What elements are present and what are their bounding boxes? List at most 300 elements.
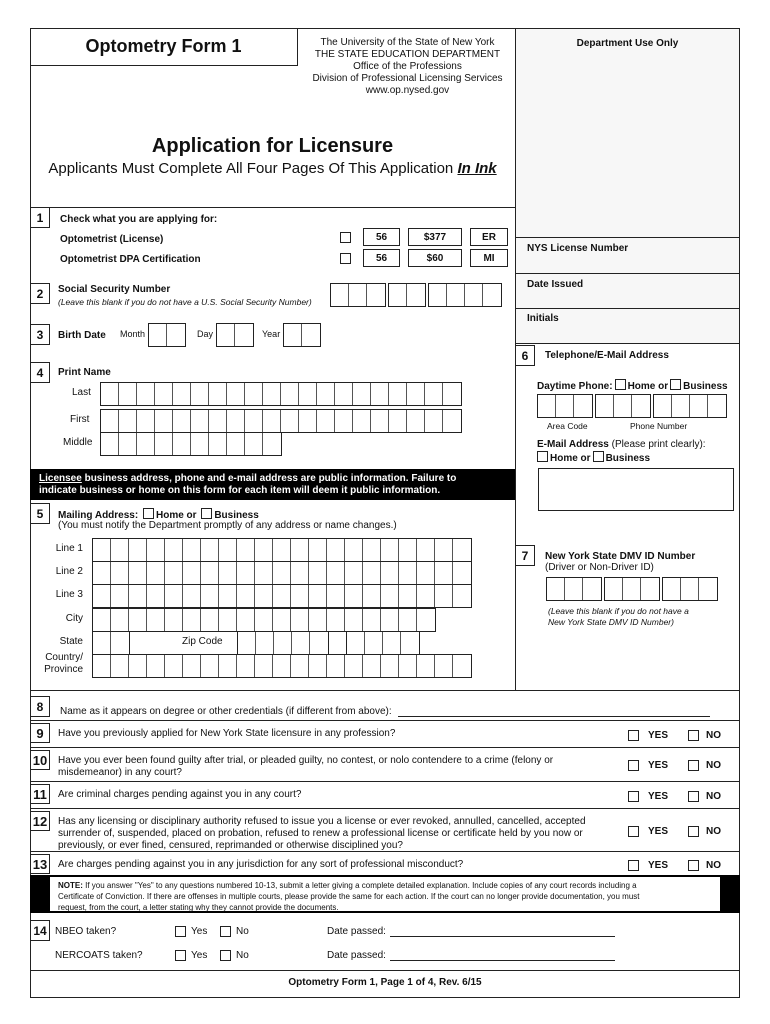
subtitle-text: Applicants Must Complete All Four Pages Of This Application: [48, 160, 454, 177]
mailing-business-checkbox[interactable]: [201, 508, 212, 519]
char-box[interactable]: [632, 395, 650, 417]
char-box[interactable]: [699, 578, 717, 600]
nbeo-yes-checkbox[interactable]: [175, 926, 186, 937]
country-province-input[interactable]: [92, 654, 472, 678]
char-box[interactable]: [363, 655, 381, 677]
char-box[interactable]: [381, 585, 399, 607]
char-box[interactable]: [173, 383, 191, 405]
char-box[interactable]: [165, 585, 183, 607]
char-box[interactable]: [407, 284, 425, 306]
char-box[interactable]: [137, 383, 155, 405]
char-box[interactable]: [327, 539, 345, 561]
email-label-row: [537, 439, 706, 450]
char-box[interactable]: [93, 539, 111, 561]
char-box[interactable]: [399, 655, 417, 677]
char-box[interactable]: [219, 609, 237, 631]
dpa-certification-checkbox[interactable]: [340, 253, 351, 264]
divider: [515, 237, 740, 238]
char-box[interactable]: [201, 539, 219, 561]
char-box[interactable]: [399, 585, 417, 607]
char-box[interactable]: [291, 539, 309, 561]
char-box[interactable]: [327, 585, 345, 607]
email-note: (Please print clearly):: [611, 439, 706, 450]
char-box[interactable]: [623, 578, 641, 600]
nbeo-date-input[interactable]: [390, 936, 615, 937]
char-box[interactable]: [111, 585, 129, 607]
char-box[interactable]: [596, 395, 614, 417]
char-box[interactable]: [245, 410, 263, 432]
char-box[interactable]: [173, 433, 191, 455]
no-label: NO: [706, 791, 721, 802]
char-box[interactable]: [681, 578, 699, 600]
char-box[interactable]: [399, 562, 417, 584]
char-box[interactable]: [238, 632, 256, 654]
char-box[interactable]: [417, 655, 435, 677]
char-box[interactable]: [263, 383, 281, 405]
box-group[interactable]: [216, 323, 254, 347]
ssn-input[interactable]: [330, 283, 502, 307]
char-box[interactable]: [453, 539, 471, 561]
middle-name-label: Middle: [63, 437, 93, 448]
date-passed-label: Date passed:: [327, 950, 386, 961]
char-box[interactable]: [417, 585, 435, 607]
char-box[interactable]: [291, 609, 309, 631]
char-box[interactable]: [209, 383, 227, 405]
char-box[interactable]: [641, 578, 659, 600]
char-box[interactable]: [614, 395, 632, 417]
char-box[interactable]: [209, 410, 227, 432]
char-box[interactable]: [435, 585, 453, 607]
yes-checkbox[interactable]: [628, 791, 639, 802]
char-box[interactable]: [101, 433, 119, 455]
char-box[interactable]: [111, 562, 129, 584]
agency-line: THE STATE EDUCATION DEPARTMENT: [314, 49, 501, 60]
char-box[interactable]: [429, 284, 447, 306]
char-box[interactable]: [165, 609, 183, 631]
box-group[interactable]: [595, 394, 651, 418]
yes-checkbox[interactable]: [628, 760, 639, 771]
char-box[interactable]: [147, 585, 165, 607]
char-box[interactable]: [345, 539, 363, 561]
line1-label: Line 1: [55, 543, 83, 554]
char-box[interactable]: [435, 562, 453, 584]
char-box[interactable]: [583, 578, 601, 600]
char-box[interactable]: [93, 562, 111, 584]
char-box[interactable]: [129, 562, 147, 584]
char-box[interactable]: [371, 410, 389, 432]
char-box[interactable]: [183, 585, 201, 607]
char-box[interactable]: [147, 562, 165, 584]
char-box[interactable]: [363, 539, 381, 561]
char-box[interactable]: [417, 539, 435, 561]
dmv-id-input[interactable]: [546, 577, 718, 601]
initials-field: Initials: [527, 313, 559, 324]
char-box[interactable]: [425, 383, 443, 405]
char-box[interactable]: [327, 655, 345, 677]
nbeo-no-checkbox[interactable]: [220, 926, 231, 937]
char-box[interactable]: [119, 410, 137, 432]
char-box[interactable]: [281, 383, 299, 405]
char-box[interactable]: [425, 410, 443, 432]
box-group[interactable]: [100, 382, 462, 406]
daytime-phone-label: Daytime Phone:: [537, 381, 613, 392]
char-box[interactable]: [538, 395, 556, 417]
dmv-note-line: (Leave this blank if you do not have a: [548, 606, 689, 616]
box-group[interactable]: [100, 409, 462, 433]
char-box[interactable]: [167, 324, 185, 346]
char-box[interactable]: [345, 585, 363, 607]
char-box[interactable]: [309, 655, 327, 677]
char-box[interactable]: [183, 539, 201, 561]
char-box[interactable]: [274, 632, 292, 654]
box-group[interactable]: [92, 538, 472, 562]
email-business-checkbox[interactable]: [593, 451, 604, 462]
yes-checkbox[interactable]: [628, 826, 639, 837]
char-box[interactable]: [137, 433, 155, 455]
box-group[interactable]: [653, 394, 727, 418]
birth-day-input[interactable]: [216, 323, 254, 347]
no-label: NO: [706, 760, 721, 771]
box-group[interactable]: [537, 394, 593, 418]
box-group[interactable]: [330, 283, 386, 307]
char-box[interactable]: [219, 655, 237, 677]
yes-checkbox[interactable]: [628, 860, 639, 871]
char-box[interactable]: [407, 383, 425, 405]
char-box[interactable]: [191, 433, 209, 455]
dept-use-area: [516, 29, 739, 343]
address-line1-input[interactable]: [92, 538, 472, 562]
year-label: Year: [262, 329, 281, 339]
box-group[interactable]: [346, 631, 420, 655]
char-box[interactable]: [129, 585, 147, 607]
char-box[interactable]: [237, 562, 255, 584]
city-input[interactable]: [92, 608, 436, 632]
page-title: Application for Licensure: [151, 135, 394, 157]
char-box[interactable]: [129, 609, 147, 631]
dmv-id-subtitle: (Driver or Non-Driver ID): [545, 562, 654, 573]
char-box[interactable]: [93, 655, 111, 677]
char-box[interactable]: [708, 395, 726, 417]
char-box[interactable]: [129, 539, 147, 561]
yes-checkbox[interactable]: [628, 730, 639, 741]
nercoats-yes-checkbox[interactable]: [175, 950, 186, 961]
no-checkbox[interactable]: [688, 826, 699, 837]
no-label: No: [236, 926, 249, 937]
char-box[interactable]: [291, 585, 309, 607]
city-label: City: [65, 613, 83, 624]
box-group[interactable]: [283, 323, 321, 347]
char-box[interactable]: [155, 383, 173, 405]
char-box[interactable]: [235, 324, 253, 346]
no-checkbox[interactable]: [688, 730, 699, 741]
char-box[interactable]: [219, 539, 237, 561]
char-box[interactable]: [255, 585, 273, 607]
box-group[interactable]: [100, 432, 282, 456]
box-group[interactable]: [92, 654, 472, 678]
char-box[interactable]: [237, 585, 255, 607]
profession-code: 56: [363, 249, 400, 267]
box-group[interactable]: [237, 631, 329, 655]
char-box[interactable]: [93, 609, 111, 631]
optometrist-license-checkbox[interactable]: [340, 232, 351, 243]
business-label: Business: [605, 453, 651, 464]
no-checkbox[interactable]: [688, 760, 699, 771]
char-box[interactable]: [255, 609, 273, 631]
char-box[interactable]: [165, 562, 183, 584]
char-box[interactable]: [147, 655, 165, 677]
char-box[interactable]: [363, 562, 381, 584]
char-box[interactable]: [453, 585, 471, 607]
char-box[interactable]: [101, 410, 119, 432]
phone-input[interactable]: [537, 394, 727, 418]
zip-plus4-input[interactable]: [346, 631, 420, 655]
section-number: 4: [30, 362, 50, 383]
email-home-checkbox[interactable]: [537, 451, 548, 462]
state-label: State: [59, 636, 83, 647]
box-group[interactable]: [92, 608, 436, 632]
char-box[interactable]: [309, 585, 327, 607]
char-box[interactable]: [237, 539, 255, 561]
char-box[interactable]: [291, 562, 309, 584]
char-box[interactable]: [309, 539, 327, 561]
note-content: [50, 877, 720, 911]
application-type: MI: [470, 249, 508, 267]
char-box[interactable]: [137, 410, 155, 432]
char-box[interactable]: [363, 609, 381, 631]
char-box[interactable]: [447, 284, 465, 306]
char-box[interactable]: [111, 655, 129, 677]
char-box[interactable]: [443, 410, 461, 432]
char-box[interactable]: [381, 655, 399, 677]
box-group[interactable]: [148, 323, 186, 347]
char-box[interactable]: [389, 410, 407, 432]
credential-name-input[interactable]: [398, 716, 710, 717]
char-box[interactable]: [263, 433, 281, 455]
char-box[interactable]: [292, 632, 310, 654]
box-group[interactable]: [388, 283, 426, 307]
char-box[interactable]: [672, 395, 690, 417]
char-box[interactable]: [309, 562, 327, 584]
char-box[interactable]: [565, 578, 583, 600]
char-box[interactable]: [183, 562, 201, 584]
char-box[interactable]: [399, 609, 417, 631]
char-box[interactable]: [111, 632, 129, 654]
char-box[interactable]: [574, 395, 592, 417]
char-box[interactable]: [219, 562, 237, 584]
char-box[interactable]: [347, 632, 365, 654]
char-box[interactable]: [155, 433, 173, 455]
char-box[interactable]: [327, 609, 345, 631]
char-box[interactable]: [335, 383, 353, 405]
char-box[interactable]: [201, 562, 219, 584]
first-name-input[interactable]: [100, 409, 462, 433]
box-group[interactable]: [604, 577, 660, 601]
char-box[interactable]: [263, 410, 281, 432]
address-line2-input[interactable]: [92, 561, 472, 585]
section-number: 9: [30, 723, 50, 743]
no-checkbox[interactable]: [688, 860, 699, 871]
char-box[interactable]: [255, 562, 273, 584]
box-group[interactable]: [92, 631, 130, 655]
char-box[interactable]: [453, 562, 471, 584]
box-group[interactable]: [92, 584, 472, 608]
char-box[interactable]: [149, 324, 167, 346]
page-footer: Optometry Form 1, Page 1 of 4, Rev. 6/15: [288, 977, 482, 988]
char-box[interactable]: [183, 609, 201, 631]
birth-month-input[interactable]: [148, 323, 186, 347]
char-box[interactable]: [353, 410, 371, 432]
char-box[interactable]: [191, 383, 209, 405]
char-box[interactable]: [111, 539, 129, 561]
char-box[interactable]: [227, 410, 245, 432]
char-box[interactable]: [255, 655, 273, 677]
char-box[interactable]: [183, 655, 201, 677]
char-box[interactable]: [245, 433, 263, 455]
char-box[interactable]: [483, 284, 501, 306]
char-box[interactable]: [302, 324, 320, 346]
char-box[interactable]: [237, 609, 255, 631]
char-box[interactable]: [309, 609, 327, 631]
char-box[interactable]: [147, 539, 165, 561]
state-input[interactable]: [92, 631, 130, 655]
char-box[interactable]: [556, 395, 574, 417]
char-box[interactable]: [453, 655, 471, 677]
char-box[interactable]: [129, 655, 147, 677]
char-box[interactable]: [255, 539, 273, 561]
char-box[interactable]: [399, 539, 417, 561]
divider: [30, 720, 740, 721]
char-box[interactable]: [273, 539, 291, 561]
char-box[interactable]: [165, 539, 183, 561]
char-box[interactable]: [273, 585, 291, 607]
char-box[interactable]: [365, 632, 383, 654]
char-box[interactable]: [101, 383, 119, 405]
char-box[interactable]: [217, 324, 235, 346]
char-box[interactable]: [281, 410, 299, 432]
char-box[interactable]: [191, 410, 209, 432]
box-group[interactable]: [546, 577, 602, 601]
no-checkbox[interactable]: [688, 791, 699, 802]
char-box[interactable]: [389, 383, 407, 405]
notice-line: business address, phone and e-mail address are public information. Failure to: [81, 473, 457, 484]
char-box[interactable]: [443, 383, 461, 405]
char-box[interactable]: [155, 410, 173, 432]
nercoats-date-input[interactable]: [390, 960, 615, 961]
char-box[interactable]: [273, 655, 291, 677]
char-box[interactable]: [335, 410, 353, 432]
char-box[interactable]: [119, 433, 137, 455]
line2-label: Line 2: [55, 566, 83, 577]
char-box[interactable]: [291, 655, 309, 677]
char-box[interactable]: [353, 383, 371, 405]
char-box[interactable]: [119, 383, 137, 405]
char-box[interactable]: [345, 562, 363, 584]
box-group[interactable]: [92, 561, 472, 585]
char-box[interactable]: [173, 410, 191, 432]
char-box[interactable]: [417, 609, 435, 631]
phone-business-checkbox[interactable]: [670, 379, 681, 390]
char-box[interactable]: [227, 383, 245, 405]
char-box[interactable]: [383, 632, 401, 654]
char-box[interactable]: [147, 609, 165, 631]
char-box[interactable]: [299, 410, 317, 432]
char-box[interactable]: [435, 539, 453, 561]
char-box[interactable]: [227, 433, 245, 455]
char-box[interactable]: [111, 609, 129, 631]
char-box[interactable]: [237, 655, 255, 677]
char-box[interactable]: [690, 395, 708, 417]
char-box[interactable]: [165, 655, 183, 677]
char-box[interactable]: [401, 632, 419, 654]
last-name-input[interactable]: [100, 382, 462, 406]
char-box[interactable]: [381, 609, 399, 631]
char-box[interactable]: [381, 539, 399, 561]
char-box[interactable]: [331, 284, 349, 306]
char-box[interactable]: [605, 578, 623, 600]
char-box[interactable]: [367, 284, 385, 306]
char-box[interactable]: [345, 655, 363, 677]
char-box[interactable]: [435, 655, 453, 677]
char-box[interactable]: [93, 585, 111, 607]
char-box[interactable]: [256, 632, 274, 654]
email-input[interactable]: [538, 468, 734, 511]
char-box[interactable]: [363, 585, 381, 607]
char-box[interactable]: [317, 383, 335, 405]
section-number: 10: [30, 750, 50, 770]
char-box[interactable]: [654, 395, 672, 417]
agency-block: [300, 37, 515, 97]
char-box[interactable]: [345, 609, 363, 631]
char-box[interactable]: [317, 410, 335, 432]
char-box[interactable]: [407, 410, 425, 432]
char-box[interactable]: [273, 609, 291, 631]
char-box[interactable]: [209, 433, 227, 455]
char-box[interactable]: [201, 655, 219, 677]
char-box[interactable]: [371, 383, 389, 405]
char-box[interactable]: [299, 383, 317, 405]
zip-code-input[interactable]: [237, 631, 329, 655]
char-box[interactable]: [417, 562, 435, 584]
char-box[interactable]: [93, 632, 111, 654]
birth-date-label: Birth Date: [58, 330, 106, 341]
char-box[interactable]: [245, 383, 263, 405]
birth-year-input[interactable]: [283, 323, 321, 347]
char-box[interactable]: [663, 578, 681, 600]
phone-home-checkbox[interactable]: [615, 379, 626, 390]
char-box[interactable]: [201, 609, 219, 631]
box-group[interactable]: [428, 283, 502, 307]
question-text: Have you ever been found guilty after trial, or pleaded guilty, no contest, or nolo contendere to a crime (felony or: [58, 755, 554, 766]
mailing-home-checkbox[interactable]: [143, 508, 154, 519]
char-box[interactable]: [310, 632, 328, 654]
address-line3-input[interactable]: [92, 584, 472, 608]
char-box[interactable]: [389, 284, 407, 306]
char-box[interactable]: [547, 578, 565, 600]
middle-name-input[interactable]: [100, 432, 282, 456]
char-box[interactable]: [273, 562, 291, 584]
no-label: NO: [706, 826, 721, 837]
char-box[interactable]: [465, 284, 483, 306]
char-box[interactable]: [327, 562, 345, 584]
char-box[interactable]: [219, 585, 237, 607]
section-number: 6: [515, 345, 535, 366]
char-box[interactable]: [201, 585, 219, 607]
char-box[interactable]: [349, 284, 367, 306]
nercoats-no-checkbox[interactable]: [220, 950, 231, 961]
char-box[interactable]: [381, 562, 399, 584]
box-group[interactable]: [662, 577, 718, 601]
char-box[interactable]: [284, 324, 302, 346]
